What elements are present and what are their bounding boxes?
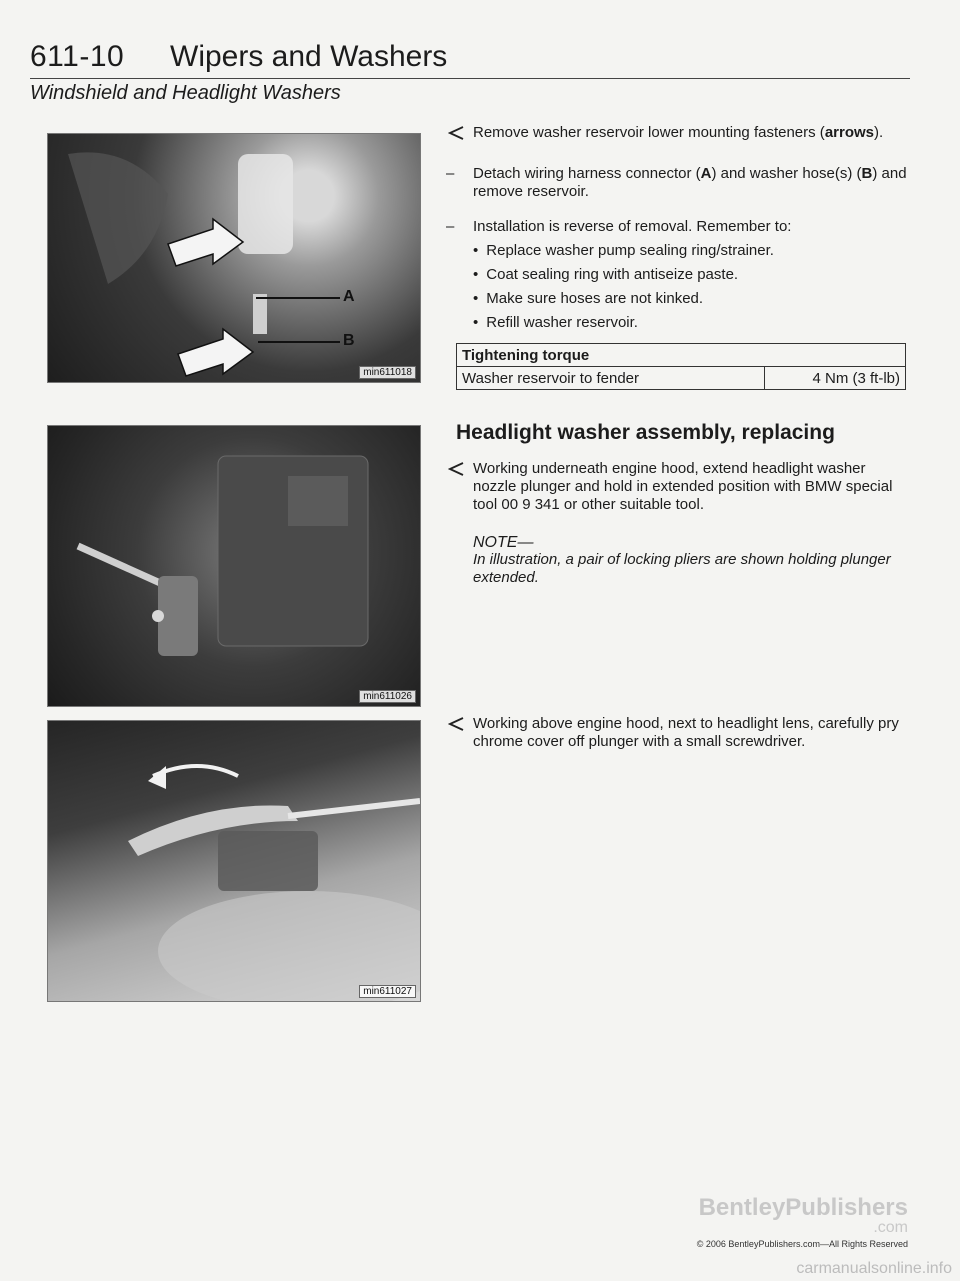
- step-extend-plunger: Working underneath engine hood, extend headlight washer nozzle plunger and hold in extended position with BMW special tool 00 9 341 or other suitable tool.: [473, 460, 893, 513]
- step-pry-chrome-cover: Working above engine hood, next to headlight lens, carefully pry chrome cover off plunger with a small screwdriver.: [473, 715, 899, 750]
- brand-logo: BentleyPublishers: [698, 1194, 908, 1221]
- figure-label: min611026: [359, 690, 416, 703]
- left-pointer-icon: [448, 461, 464, 477]
- figure-illustration: [48, 721, 420, 1001]
- left-pointer-icon: [448, 125, 464, 141]
- figure-chrome-cover: [47, 720, 421, 1002]
- table-header-row: [457, 344, 906, 367]
- bullet-item: • Coat sealing ring with antiseize paste.: [473, 266, 893, 284]
- callout-a: A: [343, 288, 355, 305]
- bullet-item: • Refill washer reservoir.: [473, 314, 893, 332]
- section-title: Wipers and Washers: [170, 40, 448, 73]
- bullet-item: • Replace washer pump sealing ring/strainer.: [473, 242, 893, 260]
- section-heading: Headlight washer assembly, replacing: [456, 421, 835, 444]
- page-header: [30, 40, 910, 79]
- copyright-notice: © 2006 BentleyPublishers.com—All Rights Reserved: [696, 1239, 908, 1249]
- figure-label: min611027: [359, 985, 416, 998]
- note-heading: NOTE—: [473, 534, 534, 551]
- brand-logo-suffix: .com: [873, 1219, 908, 1236]
- site-watermark: carmanualsonline.info: [796, 1260, 952, 1277]
- callout-b: B: [343, 332, 355, 349]
- step-dash: –: [446, 218, 455, 235]
- page-subtitle: Windshield and Headlight Washers: [30, 82, 341, 104]
- torque-table: [456, 343, 906, 390]
- table-cell-value: 4 Nm (3 ft-lb): [765, 367, 906, 390]
- bullet-item: • Make sure hoses are not kinked.: [473, 290, 893, 308]
- note-text: In illustration, a pair of locking pliers are shown holding plunger extended.: [473, 551, 891, 586]
- step-detach-connector: Detach wiring harness connector (A) and washer hose(s) (B) and remove reservoir.: [473, 165, 907, 200]
- figure-washer-reservoir: [47, 133, 421, 383]
- table-header: Tightening torque: [457, 344, 906, 367]
- table-row: [457, 367, 906, 390]
- table-cell-item: Washer reservoir to fender: [457, 367, 765, 390]
- figure-illustration: [48, 134, 420, 382]
- figure-headlight-washer-plunger: [47, 425, 421, 707]
- callout-line-b: [258, 341, 340, 343]
- figure-illustration: [48, 426, 420, 706]
- figure-label: min611018: [359, 366, 416, 379]
- section-number: 611-10: [30, 40, 125, 73]
- step-installation: Installation is reverse of removal. Remember to:: [473, 218, 792, 235]
- step-remove-fasteners: Remove washer reservoir lower mounting fasteners (arrows).: [473, 124, 884, 141]
- step-dash: –: [446, 165, 455, 182]
- left-pointer-icon: [448, 716, 464, 732]
- callout-line-a: [256, 297, 340, 299]
